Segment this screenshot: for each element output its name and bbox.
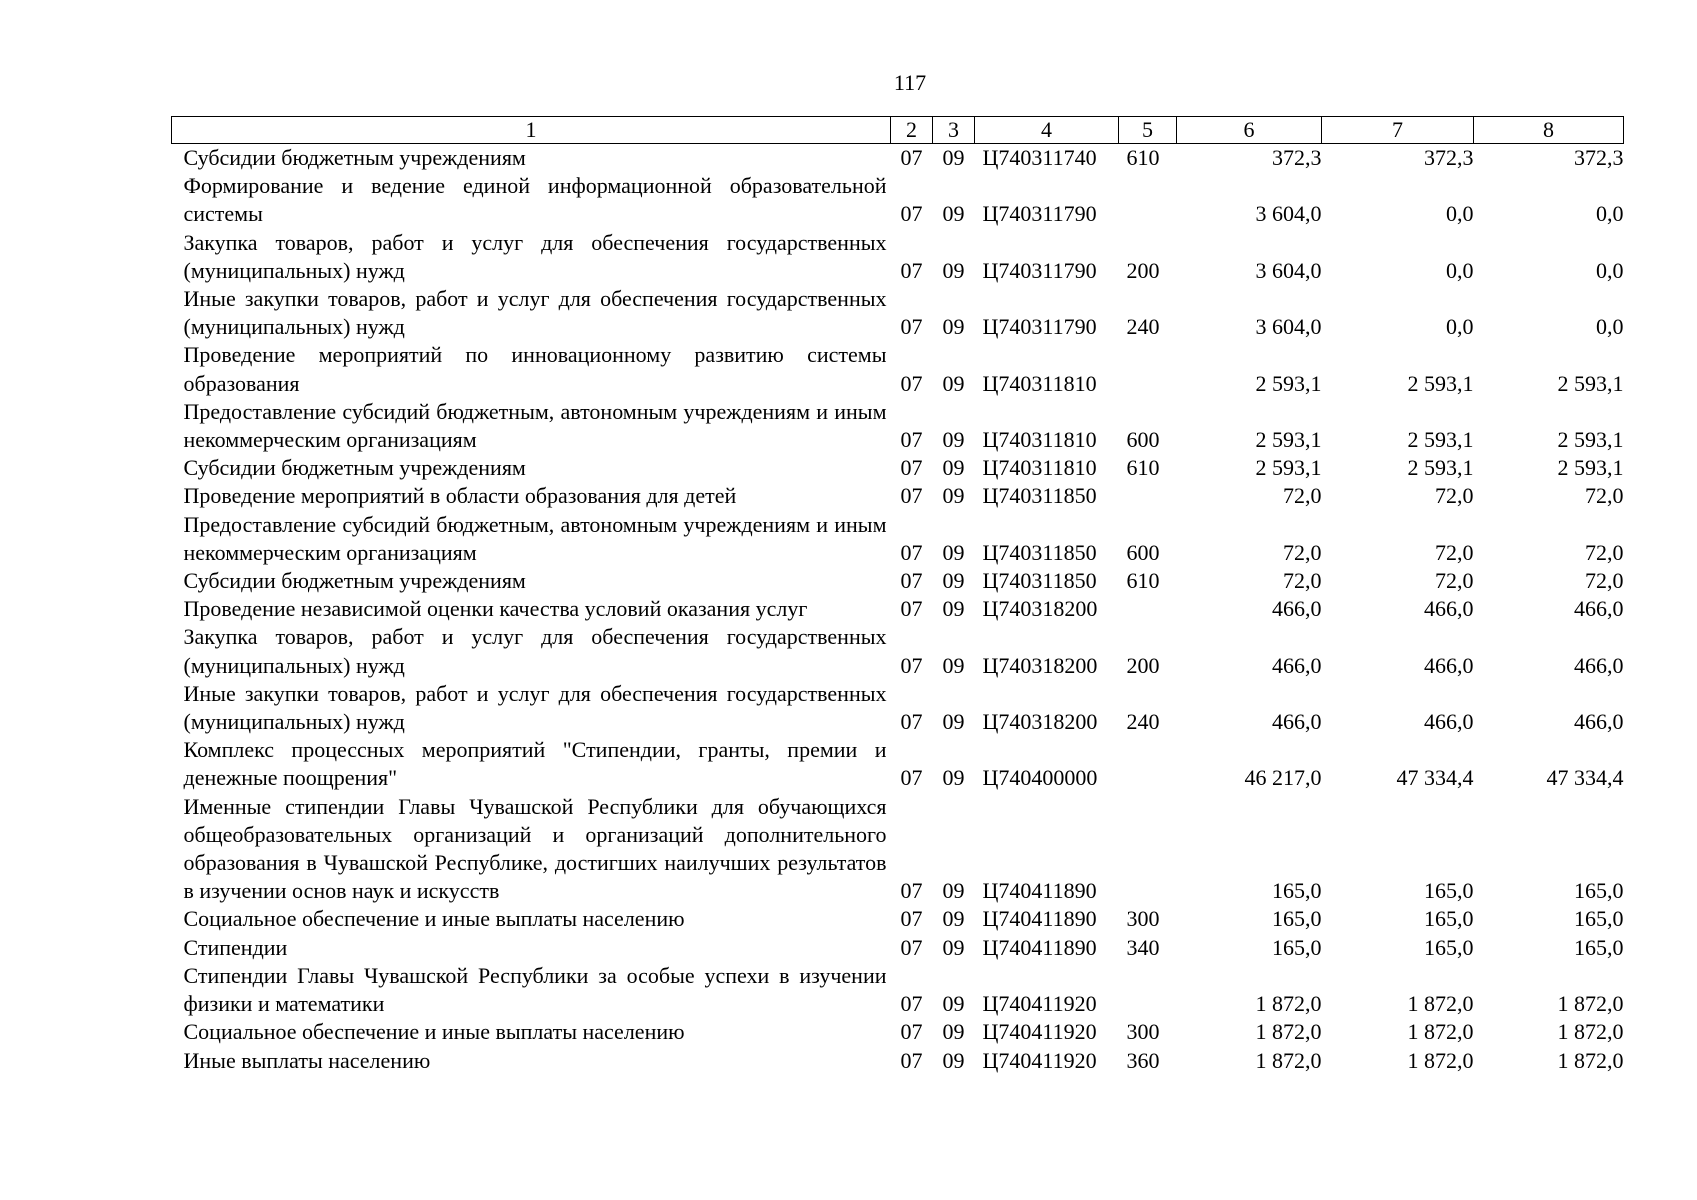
cell-section: 07 [900, 145, 923, 170]
cell-amount-1: 165,0 [1272, 934, 1322, 960]
cell-target-article: Ц740311790 [982, 257, 1097, 283]
cell-expense-type [1119, 736, 1177, 792]
cell-target-article: Ц740311850 [982, 483, 1097, 509]
cell-amount-2: 466,0 [1424, 709, 1474, 735]
cell-name: Проведение мероприятий по инновационному развитию системы образования [183, 342, 887, 396]
cell-expense-type [1119, 595, 1177, 623]
header-col-4: 4 [975, 117, 1119, 144]
cell-name: Именные стипендии Главы Чувашской Республики для обучающихся общеобразовательных организаций и организаций дополнительного образования в Чувашской Республике, достигших наилучших результатов в изучении основ наук и искусств [183, 793, 887, 904]
table-row [172, 905, 1624, 933]
cell-amount-1: 165,0 [1272, 878, 1322, 904]
header-col-6: 6 [1177, 117, 1322, 144]
cell-expense-type: 200 [1126, 652, 1160, 678]
cell-amount-1: 3 604,0 [1255, 257, 1322, 283]
cell-amount-1: 2 593,1 [1255, 455, 1322, 481]
header-col-2: 2 [891, 117, 933, 144]
table-row [172, 595, 1624, 623]
cell-amount-2: 0,0 [1446, 314, 1474, 340]
cell-amount-3: 72,0 [1585, 568, 1624, 594]
cell-subsection: 09 [942, 455, 965, 481]
cell-section: 07 [900, 427, 923, 453]
cell-subsection: 09 [942, 1047, 965, 1073]
cell-expense-type: 610 [1126, 568, 1160, 594]
cell-amount-2: 72,0 [1435, 539, 1474, 565]
cell-subsection: 09 [942, 934, 965, 960]
cell-name: Субсидии бюджетным учреждениям [183, 568, 526, 594]
cell-section: 07 [900, 314, 923, 340]
table-row [172, 623, 1624, 679]
cell-amount-3: 72,0 [1585, 483, 1624, 509]
cell-amount-2: 466,0 [1424, 596, 1474, 622]
cell-subsection: 09 [942, 201, 965, 227]
cell-amount-1: 46 217,0 [1244, 765, 1322, 791]
cell-amount-2: 372,3 [1424, 145, 1474, 170]
cell-subsection: 09 [942, 483, 965, 509]
cell-name: Закупка товаров, работ и услуг для обеспечения государственных (муниципальных) нужд [183, 229, 887, 283]
cell-subsection: 09 [942, 652, 965, 678]
cell-expense-type: 240 [1126, 314, 1160, 340]
cell-target-article: Ц740411890 [982, 934, 1097, 960]
cell-amount-1: 165,0 [1272, 906, 1322, 932]
table-row [172, 229, 1624, 285]
cell-amount-2: 1 872,0 [1407, 1019, 1474, 1045]
cell-amount-1: 466,0 [1272, 596, 1322, 622]
cell-target-article: Ц740311790 [982, 314, 1097, 340]
table-row [172, 736, 1624, 792]
cell-section: 07 [900, 765, 923, 791]
cell-amount-2: 0,0 [1446, 201, 1474, 227]
cell-subsection: 09 [942, 906, 965, 932]
table-row [172, 1047, 1624, 1075]
cell-name: Иные выплаты населению [183, 1047, 431, 1073]
cell-amount-3: 0,0 [1596, 201, 1624, 227]
cell-amount-1: 72,0 [1283, 483, 1322, 509]
cell-section: 07 [900, 596, 923, 622]
cell-name: Формирование и ведение единой информационной образовательной системы [183, 173, 887, 227]
cell-section: 07 [900, 257, 923, 283]
cell-expense-type [1119, 962, 1177, 1018]
table-row [172, 511, 1624, 567]
cell-amount-2: 2 593,1 [1407, 427, 1474, 453]
cell-amount-3: 1 872,0 [1557, 991, 1624, 1017]
cell-target-article: Ц740311810 [982, 370, 1097, 396]
budget-table [171, 116, 1624, 1075]
cell-amount-1: 466,0 [1272, 709, 1322, 735]
cell-section: 07 [900, 1019, 923, 1045]
cell-amount-3: 2 593,1 [1557, 455, 1624, 481]
cell-section: 07 [900, 1047, 923, 1073]
cell-subsection: 09 [942, 145, 965, 170]
cell-expense-type: 360 [1126, 1047, 1160, 1073]
cell-target-article: Ц740411920 [982, 1047, 1097, 1073]
cell-amount-2: 466,0 [1424, 652, 1474, 678]
cell-amount-3: 165,0 [1574, 878, 1624, 904]
table-row [172, 962, 1624, 1018]
cell-expense-type [1119, 341, 1177, 397]
cell-name: Иные закупки товаров, работ и услуг для обеспечения государственных (муниципальных) нужд [183, 680, 887, 735]
cell-amount-1: 2 593,1 [1255, 370, 1322, 396]
cell-amount-2: 47 334,4 [1396, 765, 1474, 791]
cell-name: Комплекс процессных мероприятий "Стипендии, гранты, премии и денежные поощрения" [183, 737, 887, 791]
cell-name: Субсидии бюджетным учреждениям [183, 145, 526, 170]
cell-subsection: 09 [942, 539, 965, 565]
cell-amount-3: 2 593,1 [1557, 427, 1624, 453]
table-body [172, 144, 1624, 1075]
cell-target-article: Ц740311790 [982, 201, 1097, 227]
cell-name: Предоставление субсидий бюджетным, автономным учреждениям и иным некоммерческим организациям [183, 511, 887, 565]
table-row [172, 454, 1624, 482]
cell-expense-type [1119, 793, 1177, 906]
cell-subsection: 09 [942, 257, 965, 283]
cell-subsection: 09 [942, 1019, 965, 1045]
table-row [172, 567, 1624, 595]
cell-target-article: Ц740411920 [982, 991, 1097, 1017]
cell-amount-3: 466,0 [1574, 596, 1624, 622]
cell-amount-1: 1 872,0 [1255, 991, 1322, 1017]
cell-name: Субсидии бюджетным учреждениям [183, 455, 526, 481]
cell-section: 07 [900, 906, 923, 932]
cell-amount-1: 2 593,1 [1255, 427, 1322, 453]
header-col-1: 1 [172, 117, 891, 144]
cell-expense-type [1119, 172, 1177, 228]
table-row [172, 934, 1624, 962]
table-row [172, 285, 1624, 341]
cell-section: 07 [900, 370, 923, 396]
cell-section: 07 [900, 483, 923, 509]
cell-amount-1: 466,0 [1272, 652, 1322, 678]
cell-target-article: Ц740318200 [982, 709, 1098, 735]
cell-target-article: Ц740311850 [982, 568, 1097, 594]
cell-expense-type: 600 [1126, 427, 1160, 453]
cell-amount-2: 72,0 [1435, 568, 1474, 594]
table-row [172, 398, 1624, 454]
cell-target-article: Ц740311810 [982, 455, 1097, 481]
cell-target-article: Ц740400000 [982, 765, 1098, 791]
cell-target-article: Ц740318200 [982, 596, 1098, 622]
cell-amount-3: 372,3 [1574, 145, 1624, 170]
page-number: 117 [893, 70, 927, 95]
cell-section: 07 [900, 709, 923, 735]
cell-section: 07 [900, 201, 923, 227]
cell-amount-1: 72,0 [1283, 539, 1322, 565]
cell-target-article: Ц740318200 [982, 652, 1098, 678]
cell-amount-2: 0,0 [1446, 257, 1474, 283]
cell-section: 07 [900, 934, 923, 960]
cell-subsection: 09 [942, 991, 965, 1017]
table-row [172, 793, 1624, 906]
cell-target-article: Ц740311810 [982, 427, 1097, 453]
cell-amount-2: 165,0 [1424, 878, 1474, 904]
header-col-3: 3 [933, 117, 975, 144]
cell-section: 07 [900, 455, 923, 481]
cell-name: Социальное обеспечение и иные выплаты населению [183, 906, 685, 932]
cell-expense-type: 200 [1126, 257, 1160, 283]
cell-subsection: 09 [942, 878, 965, 904]
cell-amount-3: 466,0 [1574, 709, 1624, 735]
cell-expense-type: 240 [1126, 709, 1160, 735]
cell-amount-2: 165,0 [1424, 934, 1474, 960]
cell-target-article: Ц740411890 [982, 906, 1097, 932]
cell-subsection: 09 [942, 314, 965, 340]
cell-amount-3: 0,0 [1596, 257, 1624, 283]
cell-expense-type: 300 [1126, 906, 1160, 932]
header-row [172, 117, 1624, 144]
cell-name: Предоставление субсидий бюджетным, автономным учреждениям и иным некоммерческим организациям [183, 398, 887, 453]
cell-amount-1: 3 604,0 [1255, 201, 1322, 227]
cell-amount-3: 165,0 [1574, 934, 1624, 960]
cell-section: 07 [900, 568, 923, 594]
table-row [172, 1018, 1624, 1046]
table-header [172, 117, 1624, 144]
cell-expense-type: 300 [1126, 1019, 1160, 1045]
cell-amount-1: 372,3 [1272, 145, 1322, 170]
table-row [172, 680, 1624, 736]
cell-amount-2: 2 593,1 [1407, 455, 1474, 481]
cell-section: 07 [900, 991, 923, 1017]
cell-amount-2: 2 593,1 [1407, 370, 1474, 396]
cell-section: 07 [900, 539, 923, 565]
cell-name: Закупка товаров, работ и услуг для обеспечения государственных (муниципальных) нужд [183, 624, 887, 678]
cell-amount-3: 1 872,0 [1557, 1019, 1624, 1045]
cell-subsection: 09 [942, 596, 965, 622]
cell-amount-1: 1 872,0 [1255, 1019, 1322, 1045]
cell-name: Стипендии [183, 934, 288, 960]
cell-target-article: Ц740311850 [982, 539, 1097, 565]
cell-subsection: 09 [942, 427, 965, 453]
cell-target-article: Ц740311740 [982, 145, 1097, 170]
cell-name: Проведение мероприятий в области образования для детей [183, 483, 737, 509]
cell-name: Стипендии Главы Чувашской Республики за особые успехи в изучении физики и математики [183, 962, 887, 1017]
table-row [172, 341, 1624, 397]
cell-expense-type: 600 [1126, 539, 1160, 565]
cell-expense-type: 610 [1126, 145, 1160, 170]
cell-amount-2: 165,0 [1424, 906, 1474, 932]
cell-target-article: Ц740411890 [982, 878, 1097, 904]
cell-amount-3: 47 334,4 [1546, 765, 1624, 791]
cell-name: Иные закупки товаров, работ и услуг для обеспечения государственных (муниципальных) нужд [183, 286, 887, 340]
table-row [172, 144, 1624, 173]
cell-subsection: 09 [942, 765, 965, 791]
cell-subsection: 09 [942, 370, 965, 396]
cell-amount-3: 2 593,1 [1557, 370, 1624, 396]
cell-expense-type: 340 [1126, 934, 1160, 960]
cell-amount-3: 1 872,0 [1557, 1047, 1624, 1073]
header-col-5: 5 [1119, 117, 1177, 144]
cell-amount-3: 72,0 [1585, 539, 1624, 565]
cell-expense-type [1119, 482, 1177, 510]
cell-amount-3: 466,0 [1574, 652, 1624, 678]
header-col-7: 7 [1322, 117, 1474, 144]
table-row [172, 482, 1624, 510]
header-col-8: 8 [1474, 117, 1624, 144]
cell-amount-1: 72,0 [1283, 568, 1322, 594]
cell-amount-2: 1 872,0 [1407, 1047, 1474, 1073]
cell-amount-3: 0,0 [1596, 314, 1624, 340]
cell-target-article: Ц740411920 [982, 1019, 1097, 1045]
cell-amount-3: 165,0 [1574, 906, 1624, 932]
cell-amount-1: 3 604,0 [1255, 314, 1322, 340]
cell-expense-type: 610 [1126, 455, 1160, 481]
cell-name: Проведение независимой оценки качества условий оказания услуг [183, 596, 808, 622]
cell-name: Социальное обеспечение и иные выплаты населению [183, 1019, 685, 1045]
cell-section: 07 [900, 652, 923, 678]
cell-amount-1: 1 872,0 [1255, 1047, 1322, 1073]
cell-subsection: 09 [942, 568, 965, 594]
table-row [172, 172, 1624, 228]
cell-subsection: 09 [942, 709, 965, 735]
cell-section: 07 [900, 878, 923, 904]
cell-amount-2: 72,0 [1435, 483, 1474, 509]
cell-amount-2: 1 872,0 [1407, 991, 1474, 1017]
